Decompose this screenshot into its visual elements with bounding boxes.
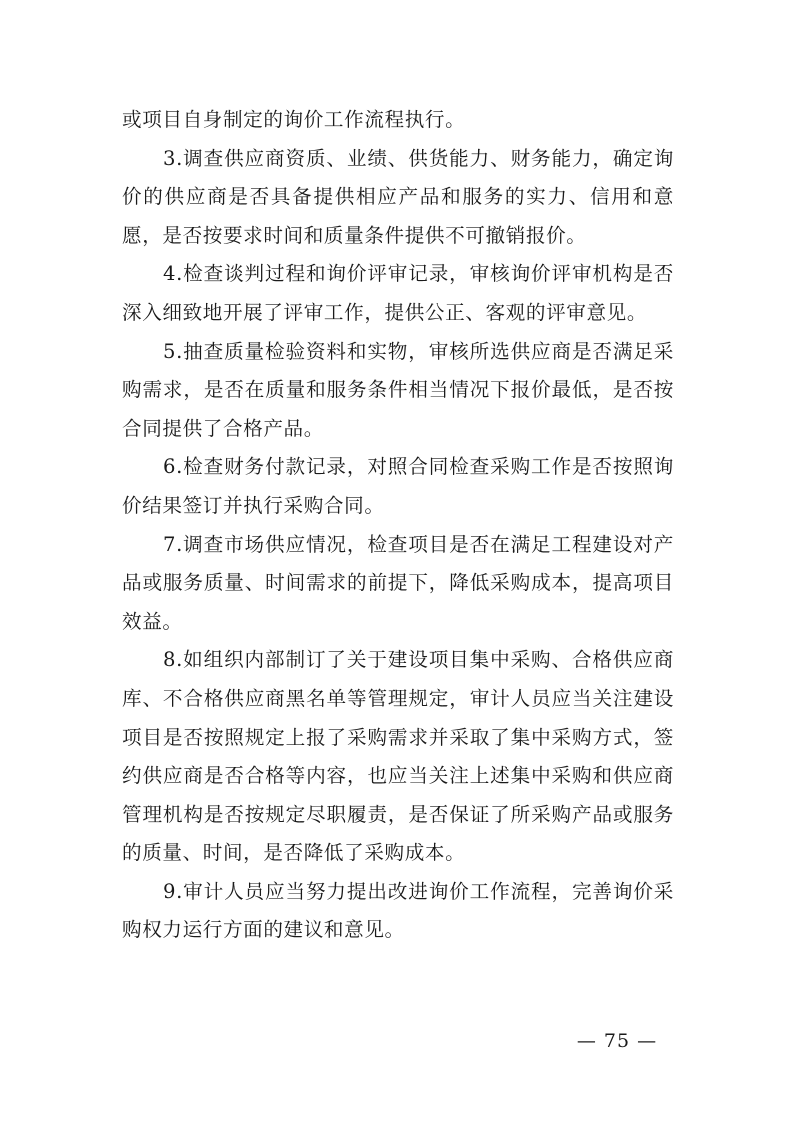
paragraph-item-4: 4.检查谈判过程和询价评审记录，审核询价评审机构是否深入细致地开展了评审工作，提供公正、客观的评审意见。 xyxy=(122,262,674,324)
paragraph-item-5: 5.抽查质量检验资料和实物，审核所选供应商是否满足采购需求，是否在质量和服务条件相当情况下报价最低，是否按合同提供了合格产品。 xyxy=(122,339,674,440)
page-number: — 75 — xyxy=(576,1030,658,1052)
paragraph-item-8: 8.如组织内部制订了关于建设项目集中采购、合格供应商库、不合格供应商黑名单等管理规定，审计人员应当关注建设项目是否按照规定上报了采购需求并采取了集中采购方式，签约供应商是否合格等内容，也应当关注上述集中采购和供应商管理机构是否按规定尽职履责，是否保证了所采购产品或服务的质量、时间，是否降低了采购成本。 xyxy=(122,648,674,865)
paragraph-continuation: 或项目自身制定的询价工作流程执行。 xyxy=(122,108,466,131)
paragraph-item-6: 6.检查财务付款记录，对照合同检查采购工作是否按照询价结果签订并执行采购合同。 xyxy=(122,455,674,517)
paragraph-item-3: 3.调查供应商资质、业绩、供货能力、财务能力，确定询价的供应商是否具备提供相应产品和服务的实力、信用和意愿，是否按要求时间和质量条件提供不可撤销报价。 xyxy=(122,146,674,247)
body-text xyxy=(122,101,674,950)
paragraph-item-7: 7.调查市场供应情况，检查项目是否在满足工程建设对产品或服务质量、时间需求的前提下，降低采购成本，提高项目效益。 xyxy=(122,532,674,633)
paragraph-item-9: 9.审计人员应当努力提出改进询价工作流程，完善询价采购权力运行方面的建议和意见。 xyxy=(122,879,674,942)
